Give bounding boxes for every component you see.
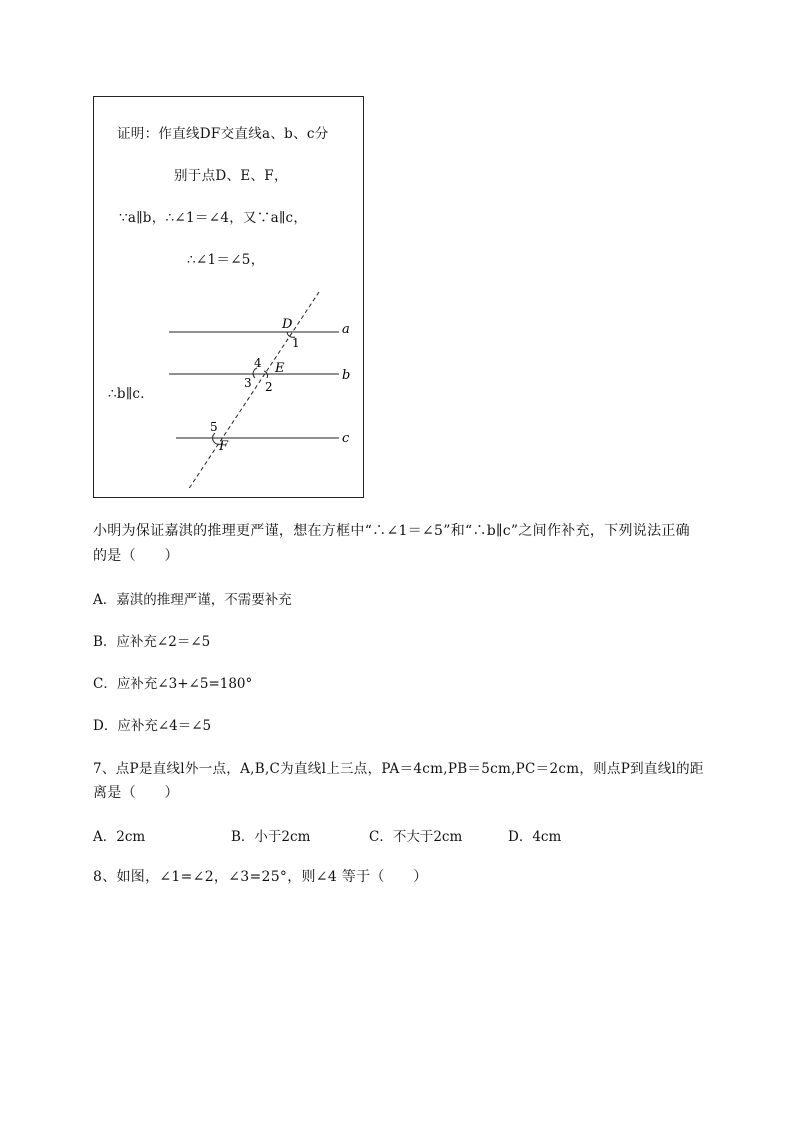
label-c: c [342,431,350,446]
label-a: a [342,322,350,337]
q6-stem-line2: 的是（ ） [93,548,179,564]
proof-box [93,96,364,498]
label-b: b [342,368,351,383]
q8-stem: 8、如图，∠1=∠2，∠3=25°，则∠4 等于（ ） [93,869,428,885]
label-3: 3 [244,376,252,390]
q6-option-a: A．嘉淇的推理严谨，不需要补充 [93,592,292,608]
parallel-lines-figure [94,97,365,499]
q7-stem-line1: 7、点P是直线l外一点，A,B,C为直线l上三点，PA＝4cm,PB＝5cm,PC＝2cm，则点P到直线l的距 [93,761,704,777]
proof-line-3: ∵a∥b，∴∠1＝∠4，又∵a∥c， [119,210,308,226]
label-F: F [219,439,229,454]
label-E: E [275,361,285,376]
proof-line-4: ∴∠1＝∠5， [187,252,265,268]
proof-conclusion: ∴b∥c． [108,386,155,402]
label-D: D [282,317,293,332]
transversal-df [188,292,319,490]
label-1: 1 [292,336,300,350]
q6-stem-line1: 小明为保证嘉淇的推理更严谨，想在方框中“∴∠1＝∠5”和“∴b∥c”之间作补充，下列说法正确 [93,523,690,539]
q7-option-b: B．小于2cm [231,829,311,845]
label-2: 2 [265,380,273,394]
q6-option-c: C．应补充∠3+∠5=180° [93,676,253,692]
q7-option-c: C．不大于2cm [369,829,463,845]
q7-stem-line2: 离是（ ） [93,785,179,801]
proof-line-2: 别于点D、E、F， [174,168,288,184]
q6-option-b: B．应补充∠2＝∠5 [93,634,211,650]
q6-option-d: D．应补充∠4＝∠5 [93,718,212,734]
proof-line-1: 证明：作直线DF交直线a、b、c分 [117,126,329,142]
label-5: 5 [210,420,218,434]
q7-option-a: A．2cm [93,829,146,845]
label-4: 4 [254,356,262,370]
q7-option-d: D．4cm [508,829,562,845]
